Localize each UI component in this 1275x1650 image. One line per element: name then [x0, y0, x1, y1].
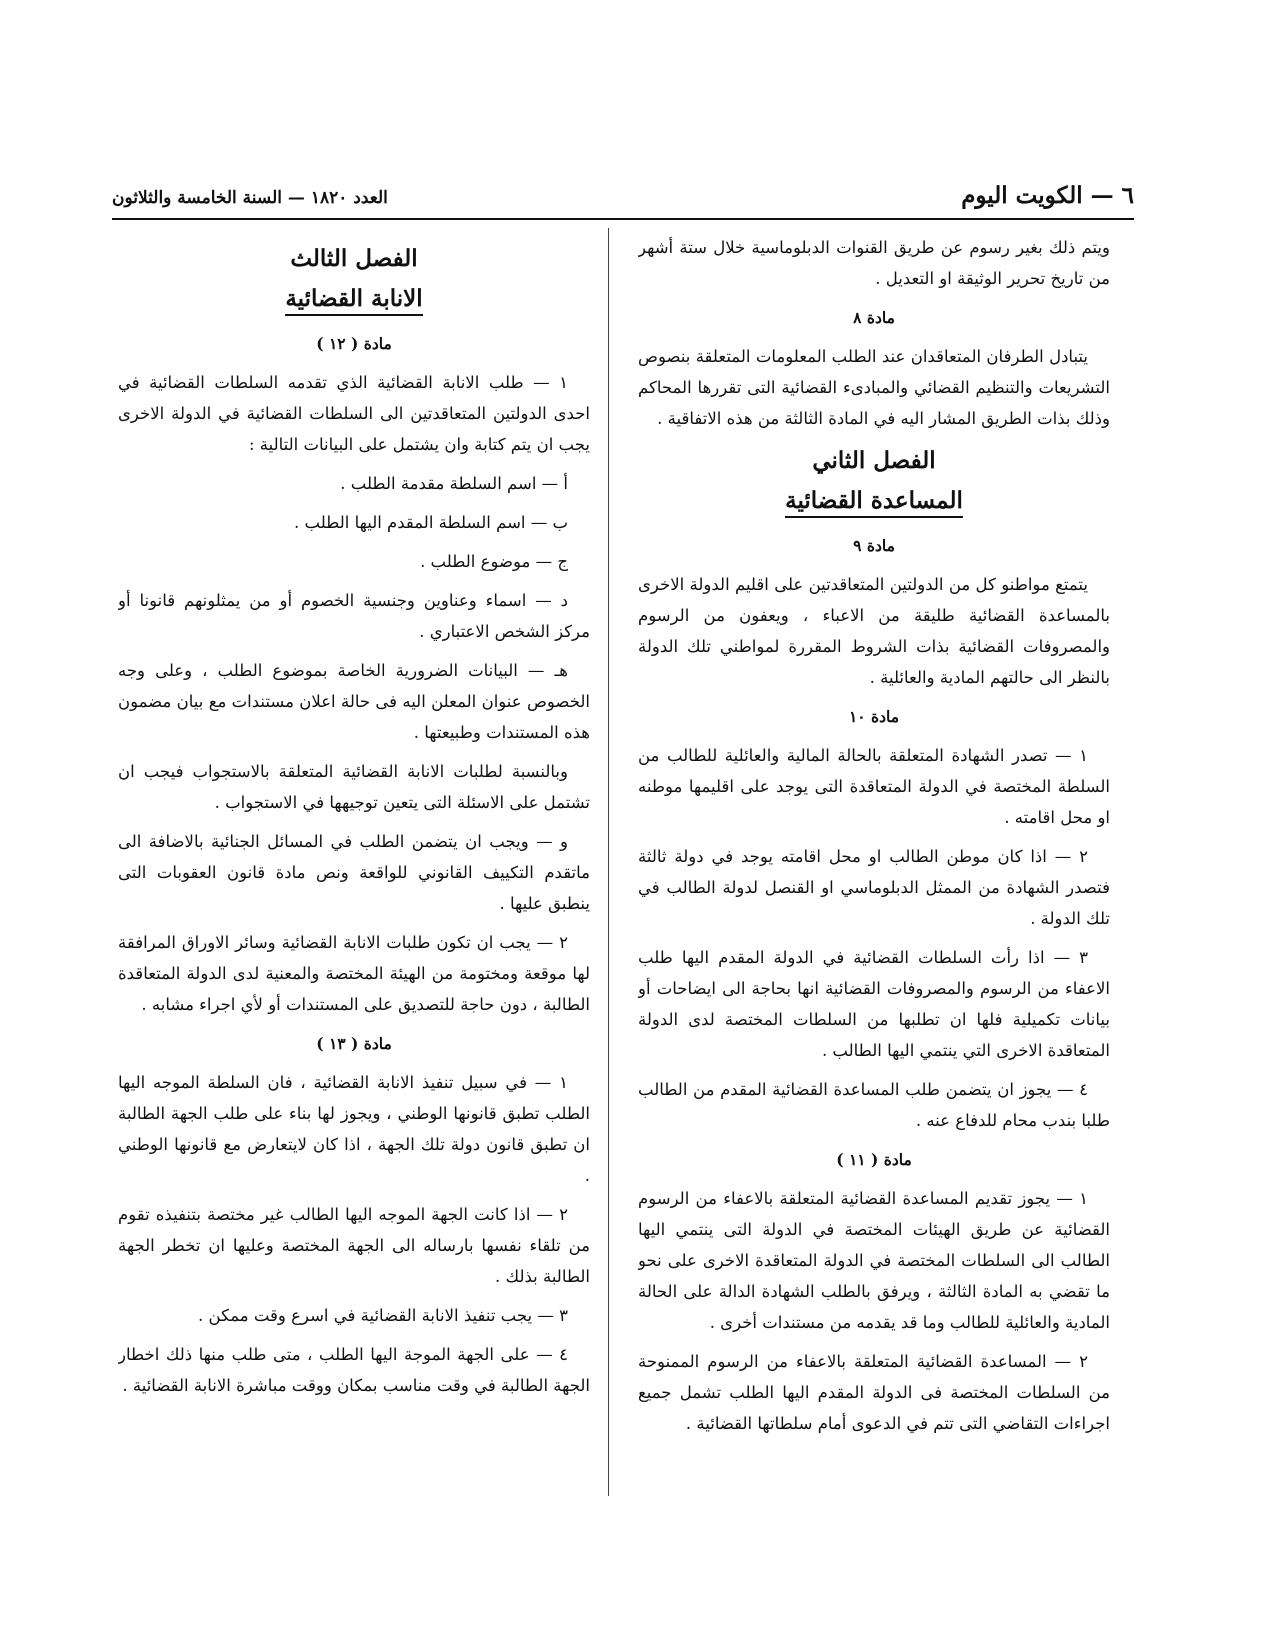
paragraph: ٢ — اذا كان موطن الطالب او محل اقامته يوجد في دولة ثالثة فتصدر الشهادة من الممثل الدبلوماسي او القنصل لدولة الطالب في تلك الدولة . [638, 847, 1110, 928]
paragraph: ٢ — اذا كانت الجهة الموجه اليها الطالب غير مختصة بتنفيذه تقوم من تلقاء نفسها بارساله الى الجهة المختصة وعليها ان تخطر الجهة الطالبة بذلك . [118, 1205, 590, 1286]
paragraph: ٤ — على الجهة الموجة اليها الطلب ، متى طلب منها ذلك اخطار الجهة الطالبة في وقت مناسب بمكان ووقت مباشرة الانابة القضائية . [118, 1345, 590, 1395]
paragraph: ١ — في سبيل تنفيذ الانابة القضائية ، فان السلطة الموجه اليها الطلب تطبق قانونها الوطني ، ويجوز لها بناء على طلب الجهة الطالبة ان تطبق قانون دولة تلك الجهة ، اذا كان لايتعارض مع قانونها الوطني . [118, 1073, 590, 1185]
right-column [638, 232, 1110, 1512]
page-header [112, 180, 1134, 220]
article-heading: مادة ٩ [853, 536, 895, 555]
list-item: ب — اسم السلطة المقدم اليها الطلب . [294, 513, 568, 532]
chapter-title: الفصل الثاني [812, 447, 936, 474]
list-item: ج — موضوع الطلب . [420, 552, 568, 571]
paragraph: ١ — طلب الانابة القضائية الذي تقدمه السلطات القضائية في احدى الدولتين المتعاقدتين الى السلطات القضائية في الدولة الاخرى يجب ان يتم كتابة وان يشتمل على البيانات التالية : [118, 373, 590, 454]
article-heading: مادة ( ١٢ ) [316, 334, 392, 353]
list-item: هـ — البيانات الضرورية الخاصة بموضوع الطلب ، وعلى وجه الخصوص عنوان المعلن اليه فى حالة اعلان مستندات مع بيان مضمون هذه المستندات وطبيعتها . [118, 661, 590, 742]
paragraph: ٣ — اذا رأت السلطات القضائية في الدولة المقدم اليها طلب الاعفاء من الرسوم والمصروفات القضائية انها بحاجة الى ايضاحات أو بيانات تكميلية فلها ان تطلبها من السلطات المختصة لدى الدولة المتعاقدة الاخرى التي ينتمي اليها الطالب . [638, 948, 1110, 1060]
chapter-subtitle [638, 482, 1110, 520]
paragraph: ٢ — يجب ان تكون طلبات الانابة القضائية وسائر الاوراق المرافقة لها موقعة ومختومة من الهيئة المختصة والمعنية لدى الدولة المتعاقدة الطالبة ، دون حاجة للتصديق على المستندات أو لأي اجراء مشابه . [118, 933, 590, 1014]
article-heading: مادة ١٠ [848, 707, 900, 726]
list-item: و — ويجب ان يتضمن الطلب في المسائل الجنائية بالاضافة الى ماتقدم التكييف القانوني للواقعة ونص مادة قانون العقوبات التى ينطبق عليها . [118, 832, 590, 913]
column-divider [608, 228, 609, 1496]
chapter-subtitle [118, 280, 590, 318]
paragraph: ٣ — يجب تنفيذ الانابة القضائية في اسرع وقت ممكن . [198, 1306, 568, 1325]
chapter-subtitle-text: الانابة القضائية [285, 285, 422, 316]
paragraph: ويتم ذلك بغير رسوم عن طريق القنوات الدبلوماسية خلال ستة أشهر من تاريخ تحرير الوثيقة او التعديل . [638, 238, 1110, 288]
paragraph: ١ — يجوز تقديم المساعدة القضائية المتعلقة بالاعفاء من الرسوم القضائية عن طريق الهيئات المختصة في الدولة التى ينتمي اليها الطالب الى السلطات المختصة في الدولة المتعاقدة الاخرى على نحو ما تقضي به المادة الثالثة ، ويرفق بالطلب الشهادة الدالة على الحالة المادية والعائلية للطالب وما قد يقدمه من مستندات أخرى . [638, 1189, 1110, 1332]
chapter-subtitle-text: المساعدة القضائية [785, 487, 963, 518]
paragraph: ٢ — المساعدة القضائية المتعلقة بالاعفاء من الرسوم الممنوحة من السلطات المختصة فى الدولة المقدم اليها الطلب تشمل جميع اجراءات التقاضي التى تتم في الدعوى أمام سلطاتها القضائية . [638, 1352, 1110, 1433]
list-item: د — اسماء وعناوين وجنسية الخصوم أو من يمثلونهم قانونا أو مركز الشخص الاعتباري . [118, 591, 590, 641]
left-column [118, 232, 590, 1432]
list-item: أ — اسم السلطة مقدمة الطلب . [340, 474, 568, 493]
paragraph: ٤ — يجوز ان يتضمن طلب المساعدة القضائية المقدم من الطالب طلبا بندب محام للدفاع عنه . [638, 1080, 1110, 1130]
header-issue: العدد ١٨٢٠ — السنة الخامسة والثلاثون [112, 188, 388, 208]
chapter-title: الفصل الثالث [290, 245, 418, 272]
paragraph: يتبادل الطرفان المتعاقدان عند الطلب المعلومات المتعلقة بنصوص التشريعات والتنظيم القضائي والمبادىء القضائية التى تقررها المحاكم وذلك بذات الطريق المشار اليه في المادة الثالثة من هذه الاتفاقية . [638, 347, 1110, 428]
article-heading: مادة ٨ [853, 308, 895, 327]
paragraph: يتمتع مواطنو كل من الدولتين المتعاقدتين على اقليم الدولة الاخرى بالمساعدة القضائية طليقة من الاعباء ، ويعفون من الرسوم والمصروفات القضائية بذات الشروط المقررة لمواطني تلك الدولة بالنظر الى حالتهم المادية والعائلية . [638, 575, 1110, 687]
header-title: ٦ — الكويت اليوم [961, 182, 1134, 209]
article-heading: مادة ( ١٣ ) [316, 1034, 392, 1053]
paragraph: ١ — تصدر الشهادة المتعلقة بالحالة المالية والعائلية للطالب من السلطة المختصة في الدولة المتعاقدة التى يوجد على اقليمها موطنه او محل اقامته . [638, 746, 1110, 827]
paragraph: وبالنسبة لطلبات الانابة القضائية المتعلقة بالاستجواب فيجب ان تشتمل على الاسئلة التى يتعين توجيهها في الاستجواب . [118, 762, 590, 812]
article-heading: مادة ( ١١ ) [836, 1150, 912, 1169]
